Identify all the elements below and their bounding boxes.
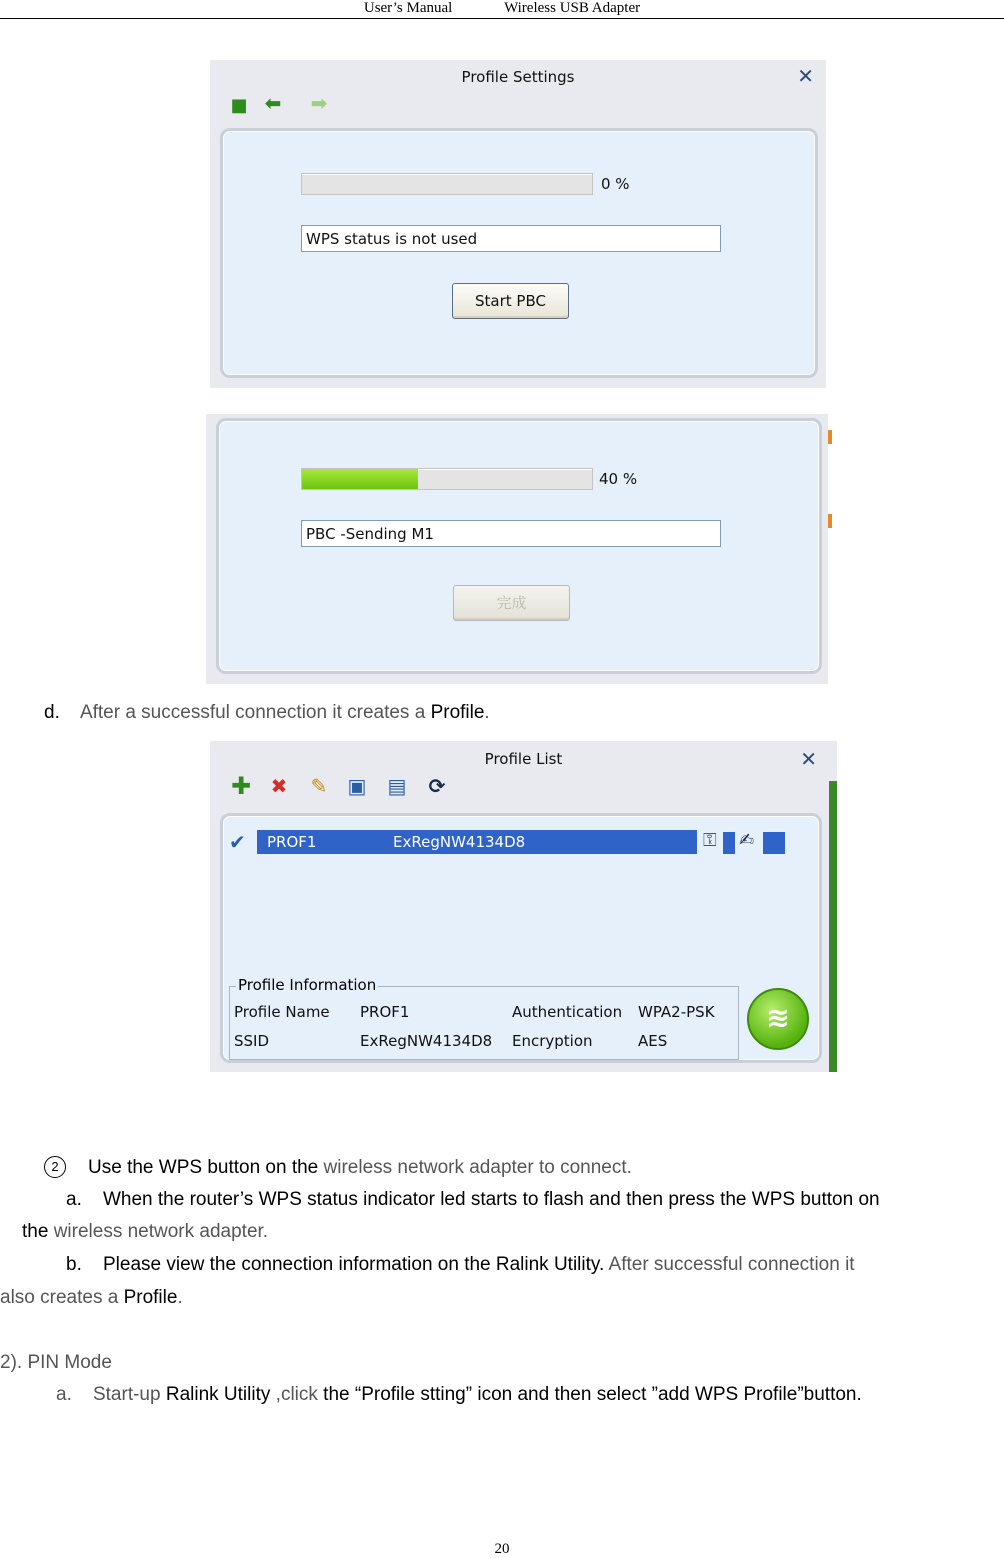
progress-panel <box>216 418 822 674</box>
circled-number-2: 2 <box>44 1156 66 1178</box>
cont-bold: the <box>22 1221 54 1242</box>
page-header <box>0 0 1004 20</box>
step-label: a. <box>66 1189 82 1210</box>
authentication-value: WPA2-PSK <box>638 1003 715 1021</box>
lead-gray: wireless network adapter to connect. <box>323 1157 632 1178</box>
activate-profile-icon[interactable]: ⟳ <box>428 774 446 798</box>
wireless-status-icon[interactable]: ≋ <box>747 988 809 1050</box>
header-right: Wireless USB Adapter <box>504 0 641 16</box>
row-marker <box>763 832 785 854</box>
cont-bold: Profile <box>123 1287 178 1308</box>
export-profile-icon[interactable]: ▤ <box>387 774 407 798</box>
close-icon[interactable]: ✕ <box>800 747 817 771</box>
profile-information-group <box>229 976 739 1060</box>
profile-name-value: PROF1 <box>360 1003 410 1021</box>
ssid-label: SSID <box>234 1032 270 1050</box>
row-profile-name: PROF1 <box>267 833 317 851</box>
section2-step-b-cont <box>0 1286 183 1310</box>
step-d <box>44 701 490 725</box>
section2-step-b <box>66 1253 855 1277</box>
cont-gray: also creates a <box>0 1287 124 1308</box>
row-marker <box>723 832 735 854</box>
key-icon: ⚿ <box>703 830 717 851</box>
wps-progress-bar <box>301 468 593 490</box>
profile-name-label: Profile Name <box>234 1003 330 1021</box>
delete-profile-icon[interactable]: ✖ <box>270 774 288 798</box>
section2-lead <box>88 1156 632 1180</box>
pin-mode-title: 2). PIN Mode <box>0 1352 112 1373</box>
authentication-label: Authentication <box>512 1003 623 1021</box>
start-pbc-button[interactable]: Start PBC <box>452 283 569 319</box>
section2-step-a-cont <box>22 1220 268 1244</box>
pin-mode-step-a <box>56 1383 862 1407</box>
pbc-progress-window <box>206 414 828 684</box>
step-end: . <box>484 702 490 723</box>
lead-text: Use the WPS button on the <box>88 1157 324 1178</box>
finish-button[interactable]: 完成 <box>453 585 570 621</box>
ssid-value: ExRegNW4134D8 <box>360 1032 493 1050</box>
forward-arrow-icon[interactable]: ➡ <box>310 91 328 115</box>
step-bold: Profile <box>430 702 485 723</box>
step-label: b. <box>66 1254 82 1275</box>
header-rule <box>0 18 1004 19</box>
edge-marker <box>828 514 832 528</box>
progress-percent: 40 % <box>599 470 638 488</box>
step-text: Please view the connection information on the Ralink Utility. <box>102 1254 609 1275</box>
edit-profile-icon[interactable]: ✎ <box>310 774 328 798</box>
back-arrow-icon[interactable]: ⬅ <box>264 91 282 115</box>
profile-list-panel <box>220 813 822 1063</box>
step-gray-2: ,click <box>275 1384 324 1405</box>
window-title: Profile Settings <box>461 68 575 86</box>
settings-panel <box>220 128 818 378</box>
step-label: d. <box>44 702 60 723</box>
progress-percent: 0 % <box>601 175 630 193</box>
step-gray: After successful connection it <box>608 1254 855 1275</box>
step-bold-2: the “Profile stting” icon and then select ”add WPS Profile”button. <box>323 1384 862 1405</box>
close-icon[interactable]: ✕ <box>797 64 814 88</box>
cont-gray: wireless network adapter. <box>53 1221 269 1242</box>
group-legend: Profile Information <box>238 976 377 994</box>
step-bold-1: Ralink Utility <box>165 1384 276 1405</box>
add-profile-icon[interactable]: ✚ <box>230 772 252 800</box>
profile-settings-window <box>210 60 826 388</box>
stop-icon[interactable]: ■ <box>230 94 248 116</box>
wps-status-field: PBC -Sending M1 <box>301 520 721 547</box>
window-title: Profile List <box>484 750 563 768</box>
wps-status-field: WPS status is not used <box>301 225 721 252</box>
header-left: User’s Manual <box>363 0 453 16</box>
wps-progress-bar <box>301 173 593 195</box>
encryption-value: AES <box>638 1032 668 1050</box>
step-text: When the router’s WPS status indicator led starts to flash and then press the WPS button on <box>102 1189 880 1210</box>
step-gray-1: Start-up <box>92 1384 166 1405</box>
encryption-label: Encryption <box>512 1032 593 1050</box>
row-ssid: ExRegNW4134D8 <box>393 833 526 851</box>
section2-step-a <box>66 1188 880 1212</box>
page-number: 20 <box>494 1541 510 1557</box>
progress-fill <box>302 469 418 489</box>
step-label: a. <box>56 1384 72 1405</box>
edge-marker <box>828 430 832 444</box>
cont-end: . <box>177 1287 183 1308</box>
profile-list-window <box>210 741 837 1072</box>
active-check-icon: ✔ <box>229 830 246 854</box>
background-edge <box>829 781 837 1072</box>
network-type-icon: ✍ <box>739 830 755 851</box>
step-text: After a successful connection it creates a <box>79 702 431 723</box>
profile-row[interactable] <box>257 830 697 854</box>
import-profile-icon[interactable]: ▣ <box>347 774 367 798</box>
